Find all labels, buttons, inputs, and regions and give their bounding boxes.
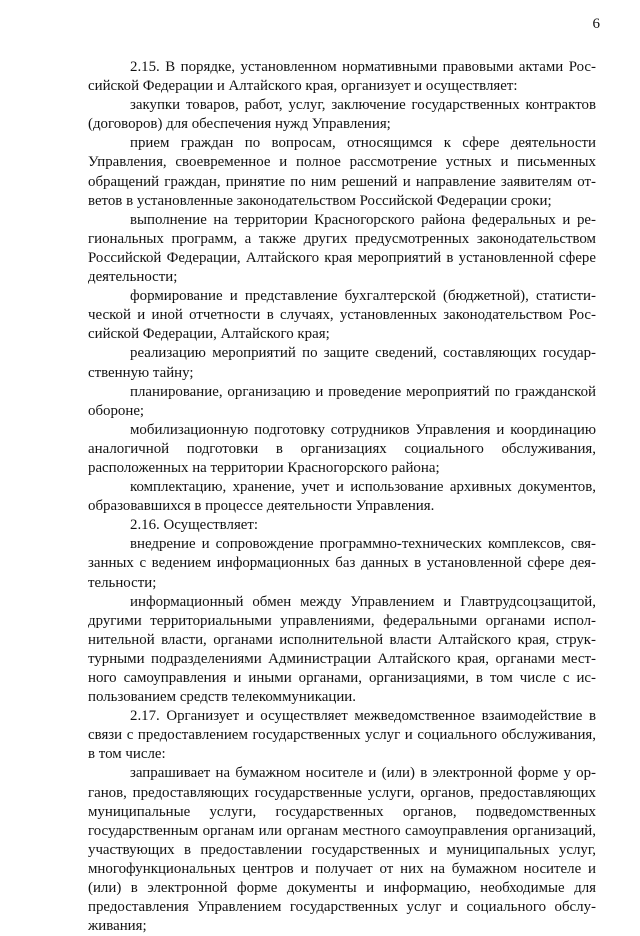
paragraph-information-exchange: информационный обмен между Управлением и Главтрудсоцзащитой, другими территориальными управлениями, федеральными органами исполнительной власти, органами исполнительной власти Алтайского края, структурными подразделениями Администрации Алтайского края, органами местного самоуправления и иными органами, организациями, в том числе с использованием средств телекоммуникации.: [88, 593, 596, 706]
paragraph-2-15: 2.15. В порядке, установленном нормативными правовыми актами Российской Федерации и Алтайского края, организует и осуществляет:: [88, 59, 596, 95]
paragraph-archives: комплектацию, хранение, учет и использование архивных документов, образовавшихся в процессе деятельности Управления.: [88, 479, 596, 515]
paragraph-requests: запрашивает на бумажном носителе и (или) в электронной форме у органов, предоставляющих государственные услуги, органов, предоставляющих муниципальные услуги, государственных органов, подведомственных государственным органам или органам местного самоуправления организаций, участвующих в предоставлении государственных и муниципальных услуг, многофункциональных центров и получает от них на бумажном носителе и (или) в электронной форме документы и информацию, необходимые для предоставления Управлением государственных услуг и социального обслуживания;: [88, 765, 596, 935]
page-number: 6: [592, 16, 600, 32]
paragraph-programs: выполнение на территории Красногорского района федеральных и региональных программ, а также других предусмотренных законодательством Российской Федерации, Алтайского края мероприятий в установленной сфере деятельности;: [88, 211, 596, 286]
paragraph-procurement: закупки товаров, работ, услуг, заключение государственных контрактов (договоров) для обеспечения нужд Управления;: [88, 97, 596, 133]
paragraph-civil-defense: планирование, организацию и проведение мероприятий по гражданской обороне;: [88, 383, 596, 419]
paragraph-mobilization: мобилизационную подготовку сотрудников Управления и координацию аналогичной подготовки в организациях социального обслуживания, расположенных на территории Красногорского района;: [88, 421, 596, 476]
paragraph-citizen-reception: прием граждан по вопросам, относящимся к сфере деятельности Управления, своевременное и полное рассмотрение устных и письменных обращений граждан, принятие по ним решений и направление заявителям ответов в установленные законодательством Российской Федерации сроки;: [88, 135, 596, 209]
paragraph-state-secret: реализацию мероприятий по защите сведений, составляющих государственную тайну;: [88, 345, 596, 381]
paragraph-2-16: 2.16. Осуществляет:: [130, 517, 259, 534]
paragraph-software-complexes: внедрение и сопровождение программно-технических комплексов, связанных с ведением информационных баз данных в установленной сфере деятельности;: [88, 536, 596, 591]
paragraph-2-17: 2.17. Организует и осуществляет межведомственное взаимодействие в связи с предоставлением государственных услуг и социального обслуживания, в том числе:: [88, 708, 596, 763]
document-body: [88, 58, 596, 936]
paragraph-reporting: формирование и представление бухгалтерской (бюджетной), статистической и иной отчетности в случаях, установленных законодательством Российской Федерации, Алтайского края;: [88, 288, 596, 343]
